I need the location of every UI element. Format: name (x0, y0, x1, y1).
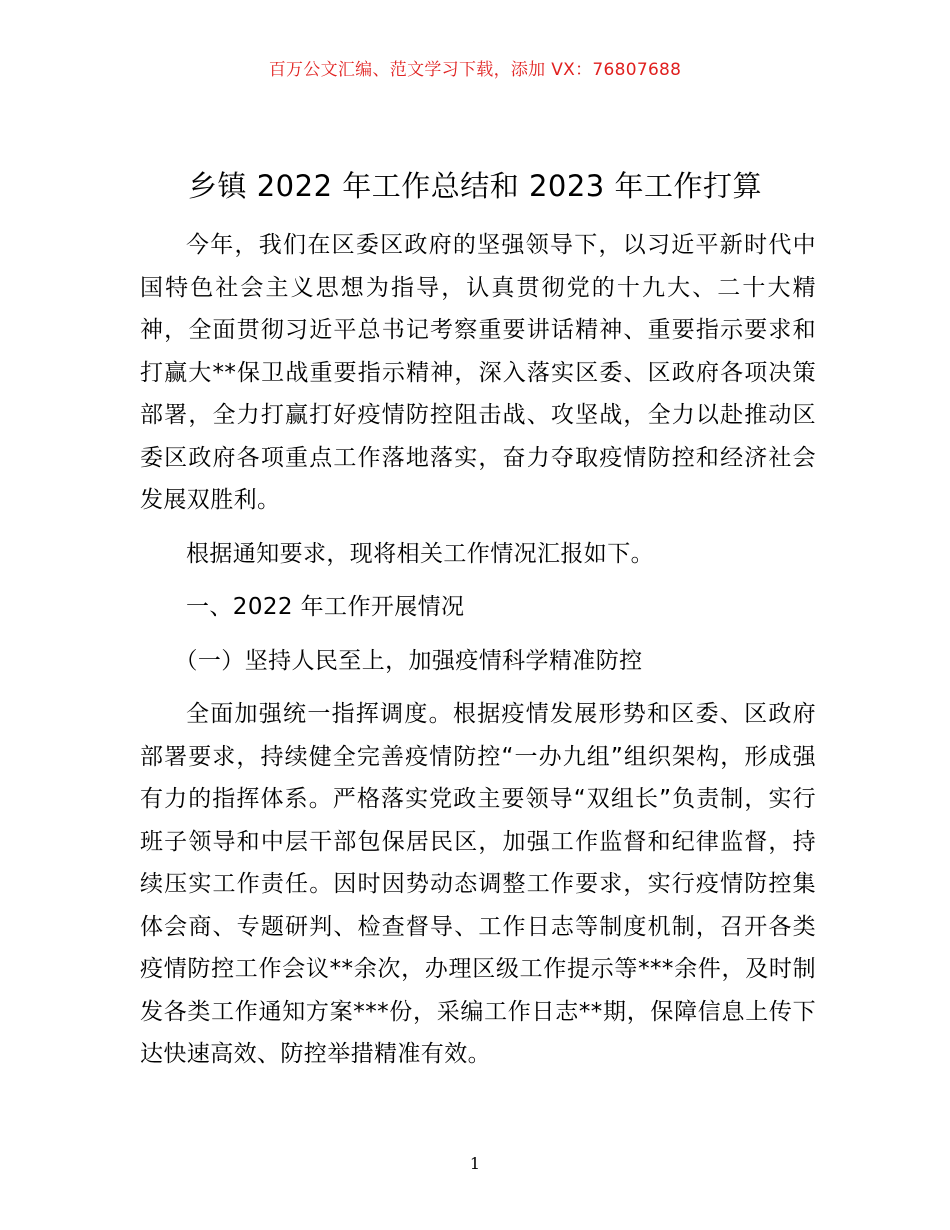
paragraph-report-notice: 根据通知要求，现将相关工作情况汇报如下。 (186, 540, 654, 567)
watermark-header: 百万公文汇编、范文学习下载，添加 VX：76807688 (268, 60, 682, 80)
subsection-heading-1: （一）坚持人民至上，加强疫情科学精准防控 (174, 647, 643, 674)
section-heading-1: 一、2022 年工作开展情况 (186, 594, 465, 620)
document-body (140, 224, 816, 1076)
paragraph-intro: 今年，我们在区委区政府的坚强领导下，以习近平新时代中国特色社会主义思想为指导，认真贯彻党的十九大、二十大精神，全面贯彻习近平总书记考察重要讲话精神、重要指示要求和打赢大**保卫战重要指示精神，深入落实区委、区政府各项决策部署，全力打赢打好疫情防控阻击战、攻坚战，全力以赴推动区委区政府各项重点工作落地落实，奋力夺取疫情防控和经济社会发展双胜利。 (140, 232, 816, 513)
document-title: 乡镇 2022 年工作总结和 2023 年工作打算 (188, 169, 762, 203)
paragraph-command-dispatch: 全面加强统一指挥调度。根据疫情发展形势和区委、区政府部署要求，持续健全完善疫情防控“一办九组”组织架构，形成强有力的指挥体系。严格落实党政主要领导“双组长”负责制，实行班子领导和中层干部包保居民区，加强工作监督和纪律监督，持续压实工作责任。因时因势动态调整工作要求，实行疫情防控集体会商、专题研判、检查督导、工作日志等制度机制，召开各类疫情防控工作会议**余次，办理区级工作提示等***余件，及时制发各类工作通知方案***份，采编工作日志**期，保障信息上传下达快速高效、防控举措精准有效。 (140, 701, 816, 1067)
page-number: 1 (469, 1154, 481, 1173)
